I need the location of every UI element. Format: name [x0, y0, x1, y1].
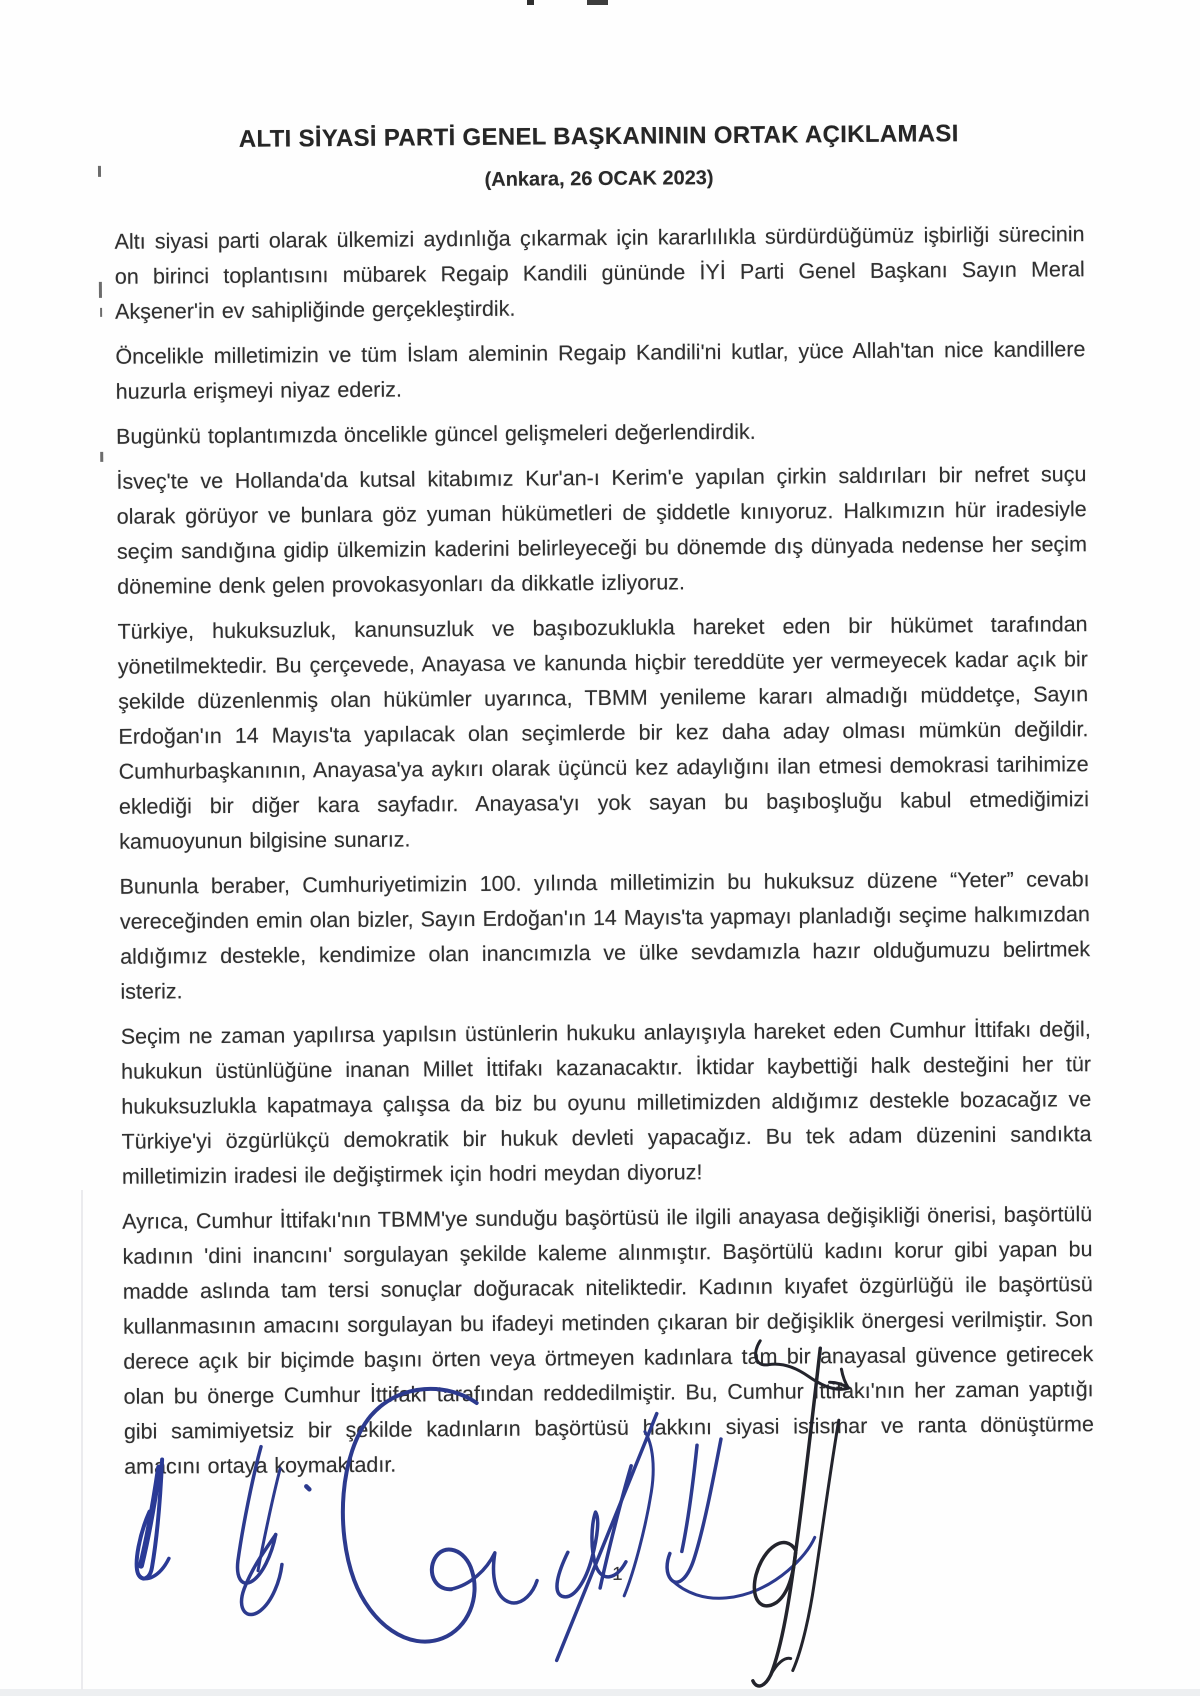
page-number: 1 — [611, 1563, 623, 1585]
document-content — [114, 118, 1095, 1495]
paragraph-4: İsveç'te ve Hollanda'da kutsal kitabımız Kur'an-ı Kerim'e yapılan çirkin saldırıları bir nefret suçu olarak görüyor ve bunlara göz yuman hükümetleri de şiddetle kınıyoruz. Halkımızın hür iradesiyle seçim sandığına gidip ülkemizin kaderini belirleyeceği bu dönemde dış dünyada nedense her seçim dönemine denk gelen provokasyonları da dikkatle izliyoruz. — [116, 462, 1088, 599]
document-body — [114, 217, 1094, 1485]
scan-noise-mark — [98, 166, 101, 177]
document-date-line: (Ankara, 26 OCAK 2023) — [484, 167, 714, 191]
scan-noise-mark — [100, 452, 103, 462]
paragraph-8: Ayrıca, Cumhur İttifakı'nın TBMM'ye sunduğu başörtüsü ile ilgili anayasa değişikliği önerisi, başörtülü kadının 'dini inancını' sorgulayan şekilde kaleme alınmıştır. Başörtülü kadını korur gibi yapan bu madde aslında tam tersi sonuçlar doğuracak niteliktedir. Kadının kıyafet özgürlüğü ile başörtüsü kullanmasının amacını sorgulayan bu ifadeyi metinden çıkaran bir değişiklik önergesi verilmiştir. Son derece açık bir biçimde başını örten veya örtmeyen kadınlara tam bir anayasal güvence getirecek olan bu önerge Cumhur İttifakı tarafından reddedilmiştir. Bu, Cumhur İttifakı'nın her zaman yaptığı gibi samimiyetsiz bir şekilde kadınların başörtüsü hakkını siyasi istismar ve ranta dönüştürme amacını ortaya koymaktadır. — [122, 1202, 1094, 1479]
paragraph-5: Türkiye, hukuksuzluk, kanunsuzluk ve başıbozuklukla hareket eden bir hükümet tarafından yönetilmektedir. Bu çerçevede, Anayasa ve kanunda hiçbir tereddüte yer vermeyecek kadar açık bir şekilde düzenlenmiş olan hükümler uyarınca, TBMM yenileme kararı almadığı müddetçe, Sayın Erdoğan'ın 14 Mayıs'ta yapılacak olan seçimlerde bir kez daha aday olması mümkün değildir. Cumhurbaşkanının, Anayasa'ya aykırı olarak üçüncü kez adaylığını ilan etmesi demokrasi tarihimize eklediği bir diğer kara sayfadır. Anayasa'yı yok sayan bu başıboşluğu kabul etmediğimizi kamuoyunun bilgisine sunarız. — [117, 612, 1090, 854]
paragraph-2: Öncelikle milletimizin ve tüm İslam aleminin Regaip Kandili'ni kutlar, yüce Allah'tan nice kandillere huzurla erişmeyi niyaz ederiz. — [115, 337, 1086, 404]
document-title: ALTI SİYASİ PARTİ GENEL BAŞKANININ ORTAK AÇIKLAMASI — [238, 120, 959, 153]
paragraph-1: Altı siyasi parti olarak ülkemizi aydınlığa çıkarmak için kararlılıkla sürdürdüğümüz işbirliği sürecinin on birinci toplantısını mübarek Regaip Kandili gününde İYİ Parti Genel Başkanı Sayın Meral Akşener'in ev sahipliğinde gerçekleştirdik. — [114, 222, 1085, 324]
scan-noise-mark — [99, 282, 102, 298]
scan-noise-mark — [100, 308, 102, 317]
paragraph-6: Bununla beraber, Cumhuriyetimizin 100. yılında milletimizin bu hukuksuz düzene “Yeter” cevabı vereceğinden emin olan bizler, Sayın Erdoğan'ın 14 Mayıs'ta yapmayı planladığı seçime halkımızdan aldığımız destekle, kendimize olan inancımızla ve ülke sevdamızla hazır olduğumuzu belirtmek isteriz. — [119, 867, 1091, 1004]
paragraph-7: Seçim ne zaman yapılırsa yapılsın üstünlerin hukuku anlayışıyla hareket eden Cumhur İttifakı değil, hukukun üstünlüğüne inanan Millet İttifakı kazanacaktır. İktidar kaybettiği halk desteğini her tür hukuksuzlukla kapatmaya çalışsa da biz bu oyunu milletimizden aldığımız destekle bozacağız ve Türkiye'yi özgürlükçü demokratik bir hukuk devleti yapacağız. Bu tek adam düzenini sandıkta milletimizin iradesi ile değiştirmek için hodri meydan diyoruz! — [120, 1017, 1092, 1189]
paragraph-3: Bugünkü toplantımızda öncelikle güncel gelişmeleri değerlendirdik. — [115, 419, 756, 449]
